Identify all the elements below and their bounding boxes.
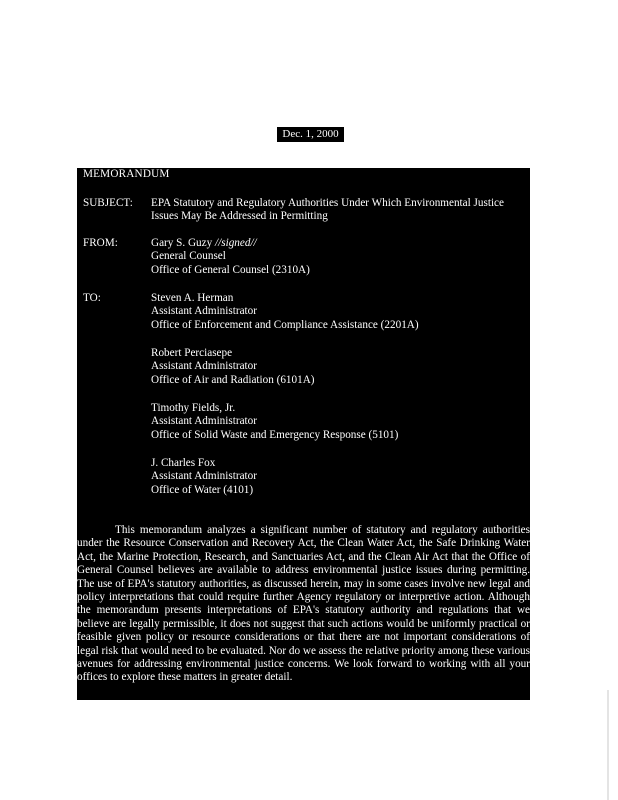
from-block bbox=[151, 237, 310, 277]
subject-text bbox=[151, 197, 504, 224]
scan-edge-line bbox=[607, 690, 609, 800]
recipient-name: Timothy Fields, Jr. bbox=[151, 402, 236, 414]
recipient-title: Assistant Administrator bbox=[151, 415, 257, 428]
to-recipient bbox=[151, 347, 315, 387]
from-name: Gary S. Guzy bbox=[151, 237, 213, 249]
recipient-title: Assistant Administrator bbox=[151, 360, 257, 373]
from-title: General Counsel bbox=[151, 250, 226, 263]
body-paragraph bbox=[77, 524, 530, 685]
recipient-office: Office of Air and Radiation (6101A) bbox=[151, 373, 315, 386]
recipient-name: Steven A. Herman bbox=[151, 292, 234, 304]
recipient-office: Office of Water (4101) bbox=[151, 483, 254, 496]
recipient-name: Robert Perciasepe bbox=[151, 347, 233, 359]
to-label: TO: bbox=[83, 292, 101, 304]
recipient-title: Assistant Administrator bbox=[151, 470, 257, 483]
body-paragraph-text: This memorandum analyzes a significant number of statutory and regulatory authorities under the Resource Conservation and Recovery Act, the Clean Water Act, the Safe Drinking Water Act, the Marine Protection, Research, and Sanctuaries Act, and the Clean Air Act that the Office of General Counsel believes are available to address environmental justice issues during permitting. The use of EPA's statutory authorities, as discussed herein, may in some cases involve new legal and policy interpretations that could require further Agency regulatory or interpretive action. Although the memorandum presents interpretations of EPA's statutory authority and regulations that we believe are legally permissible, it does not suggest that such actions would be uniformly practical or feasible given policy or resource considerations or that there are not important considerations of legal risk that would need to be evaluated. Nor do we assess the relative priority among these various avenues for addressing environmental justice concerns. We look forward to working with all your offices to explore these matters in greater detail. bbox=[77, 524, 530, 684]
subject-label: SUBJECT: bbox=[83, 197, 133, 209]
from-signed: //signed// bbox=[215, 237, 257, 249]
recipient-office: Office of Enforcement and Compliance Assistance (2201A) bbox=[151, 318, 419, 331]
recipient-title: Assistant Administrator bbox=[151, 305, 257, 318]
from-label: FROM: bbox=[83, 237, 118, 249]
from-name-line bbox=[151, 237, 310, 250]
to-recipient bbox=[151, 457, 257, 497]
from-office: Office of General Counsel (2310A) bbox=[151, 263, 310, 276]
subject-line: Issues May Be Addressed in Permitting bbox=[151, 210, 328, 223]
to-recipient bbox=[151, 292, 419, 332]
subject-line: EPA Statutory and Regulatory Authorities Under Which Environmental Justice bbox=[151, 197, 504, 209]
to-recipient bbox=[151, 402, 398, 442]
memo-heading: MEMORANDUM bbox=[83, 168, 170, 180]
recipient-office: Office of Solid Waste and Emergency Response (5101) bbox=[151, 428, 399, 441]
memo-date: Dec. 1, 2000 bbox=[277, 127, 344, 142]
recipient-name: J. Charles Fox bbox=[151, 457, 216, 469]
memo-block bbox=[77, 168, 530, 700]
